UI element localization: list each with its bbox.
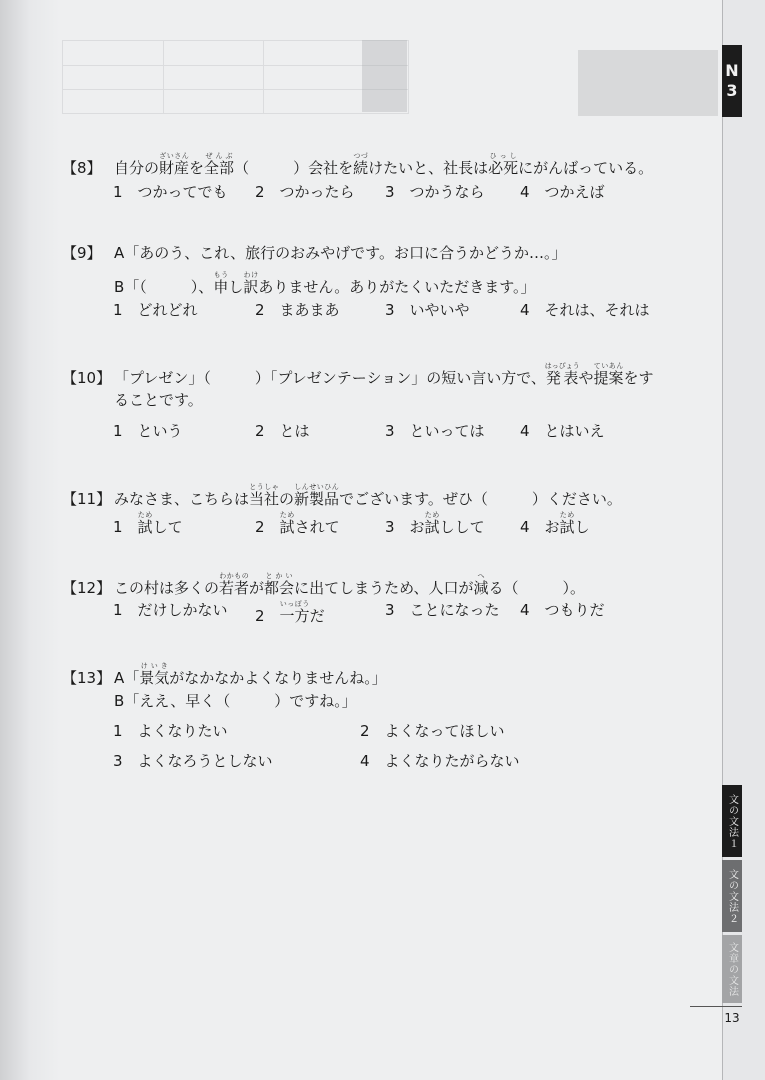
question-13-line-b: B「ええ、早く（ ）ですね。」	[114, 692, 357, 710]
question-10-stem: 【10】 「プレゼン」（ ）「プレゼンテーション」の短い言い方で、発表はっぴょうや提案ていあんをす	[62, 362, 654, 387]
option-3[interactable]: 3 いやいや	[385, 301, 470, 319]
ghost-table	[62, 40, 409, 114]
question-13-line-a: 【13】 A「景気けいきがなかなかよくなりませんね。」	[62, 662, 387, 687]
option-4[interactable]: 4 よくなりたがらない	[360, 752, 520, 770]
option-2[interactable]: 2 よくなってほしい	[360, 722, 505, 740]
page-number-rule	[690, 1006, 742, 1007]
option-1[interactable]: 1 という	[113, 422, 183, 440]
level-number: 3	[726, 81, 738, 100]
option-4[interactable]: 4 それは、それは	[520, 301, 650, 319]
option-3[interactable]: 3 といっては	[385, 422, 485, 440]
question-10-stem-cont: ることです。	[114, 391, 203, 409]
question-12-stem: 【12】 この村は多くの若者わかものが都会とかいに出てしまうため、人口が減へる（ ）。	[62, 572, 586, 597]
option-1[interactable]: 1 どれどれ	[113, 301, 198, 319]
question-number: 【8】	[62, 159, 102, 177]
option-2[interactable]: 2 一方いっぽうだ	[255, 600, 325, 625]
option-3[interactable]: 3 お試ためしして	[385, 511, 485, 536]
ghost-box	[578, 50, 718, 116]
option-1[interactable]: 1 試ためして	[113, 511, 183, 536]
option-1[interactable]: 1 つかってでも	[113, 183, 228, 201]
option-4[interactable]: 4 とはいえ	[520, 422, 605, 440]
option-3[interactable]: 3 ことになった	[385, 601, 500, 619]
question-number: 【9】	[62, 244, 102, 262]
option-1[interactable]: 1 だけしかない	[113, 601, 228, 619]
level-tab	[722, 45, 742, 117]
section-tab-third[interactable]: 文章の文法	[722, 935, 742, 1003]
option-4[interactable]: 4 つもりだ	[520, 601, 605, 619]
page-number: 13	[724, 1011, 740, 1025]
option-1[interactable]: 1 よくなりたい	[113, 722, 228, 740]
question-number: 【11】	[62, 490, 112, 508]
option-3[interactable]: 3 よくなろうとしない	[113, 752, 273, 770]
question-9-line-a: 【9】 A「あのう、これ、旅行のおみやげです。お口に合うかどうか…。」	[62, 244, 567, 262]
level-letter: N	[725, 61, 739, 80]
question-9-line-b: B「（ ）、申もうし訳わけありません。ありがたくいただきます。」	[114, 271, 536, 296]
section-tab-active[interactable]: 文の文法１	[722, 785, 742, 857]
section-tab-second[interactable]: 文の文法２	[722, 860, 742, 932]
question-number: 【10】	[62, 369, 112, 387]
option-2[interactable]: 2 つかったら	[255, 183, 355, 201]
option-4[interactable]: 4 お試ためし	[520, 511, 590, 536]
ghost-block	[362, 40, 407, 112]
question-8-stem: 【8】 自分の財産ざいさんを全部ぜんぶ（ ）会社を続つづけたいと、社長は必死ひっしにがんばっている。	[62, 152, 654, 177]
question-number: 【13】	[62, 669, 112, 687]
option-2[interactable]: 2 まあまあ	[255, 301, 340, 319]
option-4[interactable]: 4 つかえば	[520, 183, 605, 201]
option-2[interactable]: 2 試ためされて	[255, 511, 340, 536]
question-11-stem: 【11】 みなさま、こちらは当社とうしゃの新製品しんせいひんでございます。ぜひ（ ）ください。	[62, 483, 622, 508]
question-number: 【12】	[62, 579, 112, 597]
option-3[interactable]: 3 つかうなら	[385, 183, 485, 201]
option-2[interactable]: 2 とは	[255, 422, 310, 440]
